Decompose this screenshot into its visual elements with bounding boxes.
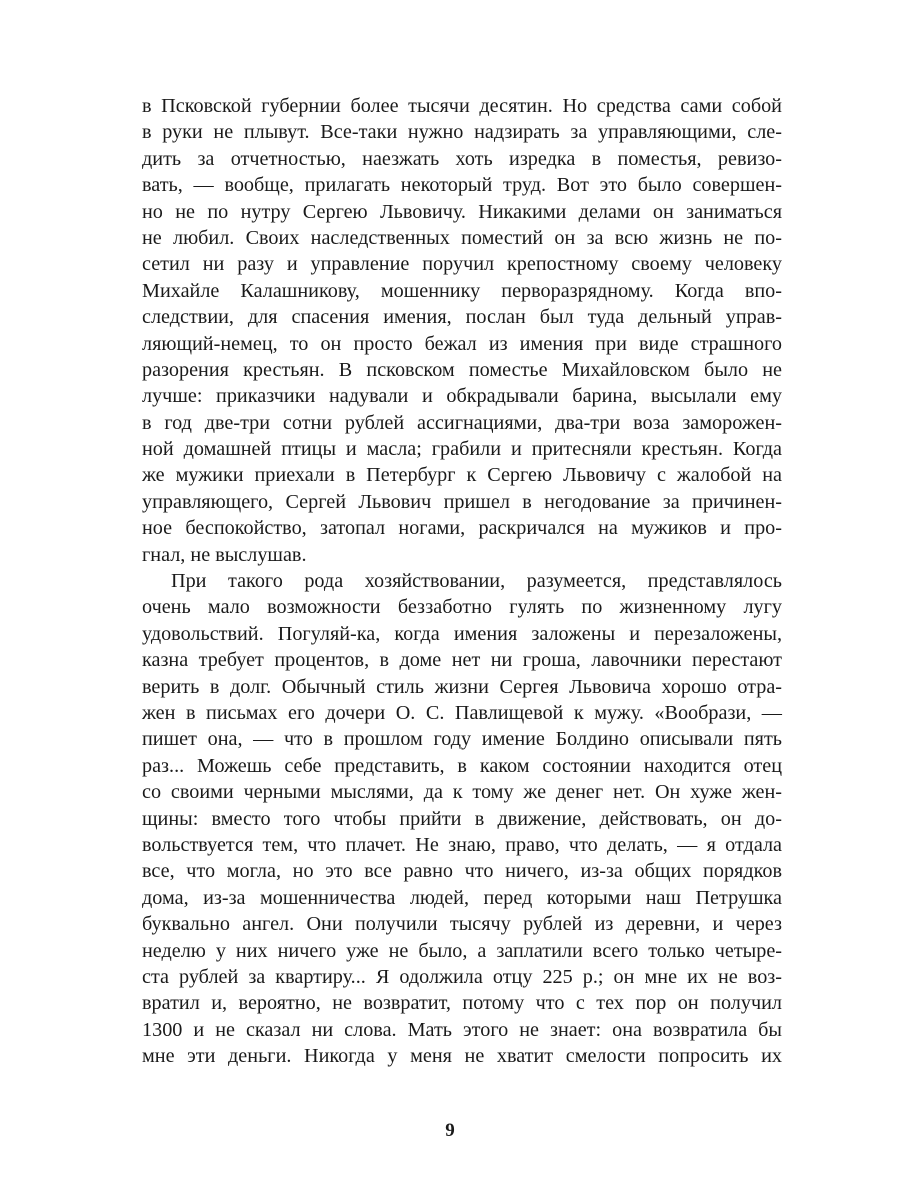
text-line: в Псковской губернии более тысячи десятин. Но средства сами собой xyxy=(142,95,782,117)
text-line: ста рублей за квартиру... Я одолжила отцу 225 р.; он мне их не воз- xyxy=(142,965,782,988)
text-line: неделю у них ничего уже не было, а заплатили всего только четыре- xyxy=(142,939,782,962)
text-line: При такого рода хозяйствовании, разумеется, представлялось xyxy=(171,570,782,593)
paragraph xyxy=(142,93,782,568)
text-line: очень мало возможности беззаботно гулять по жизненному лугу xyxy=(142,596,782,619)
text-line: буквально ангел. Они получили тысячу рублей из деревни, и через xyxy=(142,913,782,936)
paragraph xyxy=(142,568,782,1069)
text-line: следствии, для спасения имения, послан был туда дельный управ- xyxy=(142,306,782,329)
text-line: управляющего, Сергей Львович пришел в негодование за причинен- xyxy=(142,490,782,513)
text-line: щины: вместо того чтобы прийти в движение, действовать, он до- xyxy=(142,807,782,830)
text-line: все, что могла, но это все равно что ничего, из-за общих порядков xyxy=(142,860,782,883)
text-line: ное беспокойство, затопал ногами, раскричался на мужиков и про- xyxy=(142,517,782,540)
text-line: мне эти деньги. Никогда у меня не хватит смелости попросить их xyxy=(142,1045,782,1068)
body-text xyxy=(142,93,782,1069)
text-line: пишет она, — что в прошлом году имение Болдино описывали пять xyxy=(142,728,782,751)
text-line: удовольствий. Погуляй-ка, когда имения заложены и перезаложены, xyxy=(142,622,782,645)
text-line: верить в долг. Обычный стиль жизни Сергея Львовича хорошо отра- xyxy=(142,675,782,698)
text-line: вратил и, вероятно, не возвратит, потому что с тех пор он получил xyxy=(142,992,782,1015)
text-line: 1300 и не сказал ни слова. Мать этого не знает: она возвратила бы xyxy=(142,1018,782,1041)
text-line: дить за отчетностью, наезжать хоть изредка в поместья, ревизо- xyxy=(142,147,782,170)
page-number: 9 xyxy=(445,1120,455,1141)
text-line: в руки не плывут. Все-таки нужно надзирать за управляющими, сле- xyxy=(142,121,782,144)
text-line: гнал, не выслушав. xyxy=(142,543,307,566)
text-line: со своими черными мыслями, да к тому же денег нет. Он хуже жен- xyxy=(142,781,782,804)
text-line: дома, из-за мошенничества людей, перед которыми наш Петрушка xyxy=(142,886,782,909)
text-line: вать, — вообще, прилагать некоторый труд. Вот это было совершен- xyxy=(142,174,782,197)
text-line: раз... Можешь себе представить, в каком состоянии находится отец xyxy=(142,754,782,777)
text-line: жен в письмах его дочери О. С. Павлищевой к мужу. «Вообрази, — xyxy=(142,701,782,724)
text-line: не любил. Своих наследственных поместий он за всю жизнь не по- xyxy=(142,226,782,249)
text-line: сетил ни разу и управление поручил крепостному своему человеку xyxy=(142,253,782,276)
text-line: но не по нутру Сергею Львовичу. Никакими делами он заниматься xyxy=(142,200,782,223)
text-line: казна требует процентов, в доме нет ни гроша, лавочники перестают xyxy=(142,649,782,672)
text-line: ляющий-немец, то он просто бежал из имения при виде страшного xyxy=(142,332,782,355)
text-line: ной домашней птицы и масла; грабили и притесняли крестьян. Когда xyxy=(142,438,782,461)
text-line: в год две-три сотни рублей ассигнациями, два-три воза заморожен- xyxy=(142,411,782,434)
text-line: вольствуется тем, что плачет. Не знаю, право, что делать, — я отдала xyxy=(142,833,782,856)
text-line: лучше: приказчики надували и обкрадывали барина, высылали ему xyxy=(142,385,782,408)
text-line: же мужики приехали в Петербург к Сергею Львовичу с жалобой на xyxy=(142,464,782,487)
text-line: разорения крестьян. В псковском поместье Михайловском было не xyxy=(142,358,782,381)
text-line: Михайле Калашникову, мошеннику перворазрядному. Когда впо- xyxy=(142,279,782,302)
